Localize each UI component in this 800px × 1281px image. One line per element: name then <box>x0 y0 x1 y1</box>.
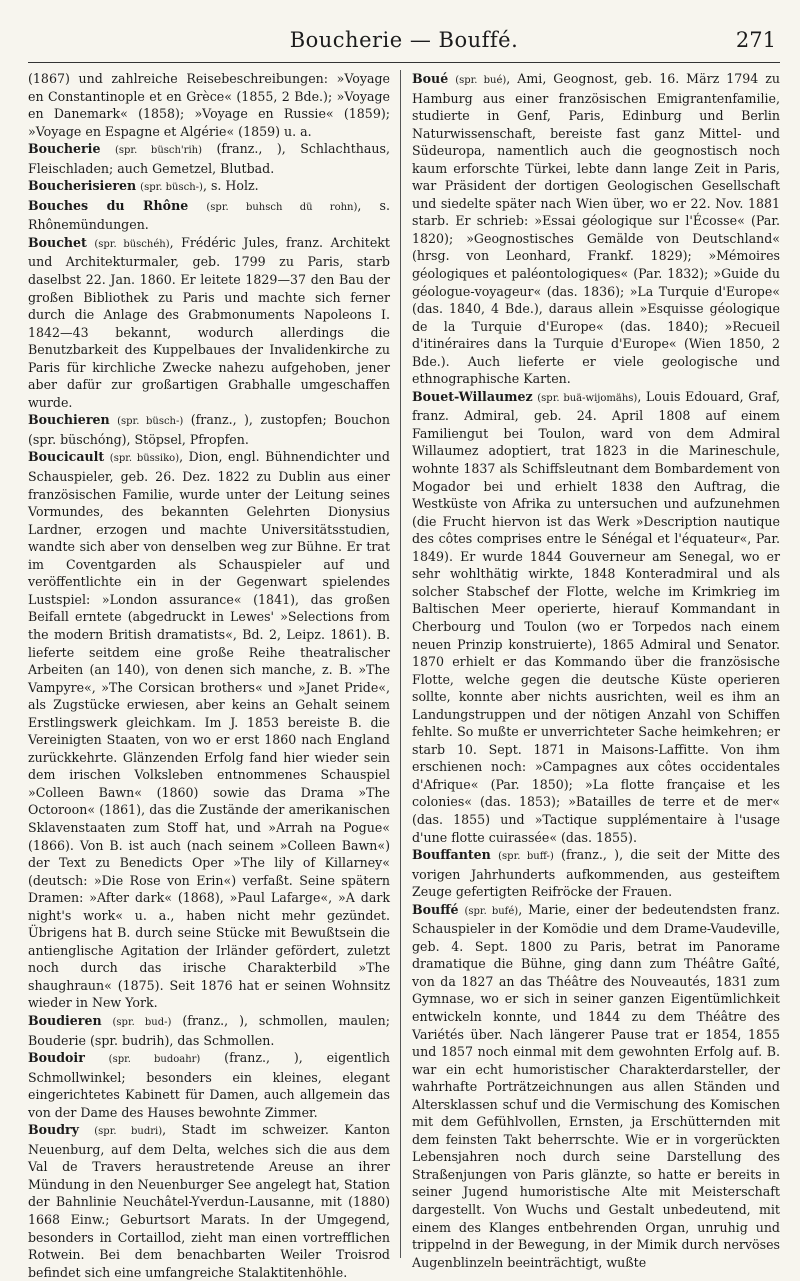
entry <box>28 197 390 234</box>
entry <box>28 448 390 1012</box>
entry <box>28 1012 390 1049</box>
entry-headword: Bouchieren <box>28 412 110 428</box>
entry-headword: Bouet-Willaumez <box>412 388 533 404</box>
entry-text: (franz., ), die seit der Mitte des vorigen Jahrhunderts aufkommenden, aus gesteiftem Zeuge gefertigten Reifröcke der Frauen. <box>412 847 780 900</box>
entry <box>28 70 390 140</box>
entry-text: , Louis Edouard, Graf, franz. Admiral, geb. 24. April 1808 auf einem Familiengut bei Toulon, ward von dem Admiral Willaumez adoptiert, trat 1823 in die Marineschule, wohnte 1837 als Schiffsleutnant dem Bombardement von Mogador bei und erhielt 1838 den Auftrag, die Westküste von Afrika zu untersuchen und aufzunehmen (die Frucht hiervon ist das Werk »Description nautique des côtes comprises entre le Sénégal et l'équateur«, Par. 1849). Er wurde 1844 Gouverneur am Senegal, wo er sehr wohlthätig wirkte, 1848 Konteradmiral und als solcher Stabschef der Flotte, welche im Krimkrieg im Baltischen Meer operierte, hierauf Kommandant in Cherbourg und Toulon (wo er Torpedos nach einem neuen Prinzip konstruierte), 1865 Admiral und Senator. 1870 erhielt er das Kommando über die französische Flotte, welche gegen die deutsche Küste operieren sollte, konnte aber nichts ausrichten, weil es ihm an Landungstruppen und der nötigen Anzahl von Schiffen fehlte. So mußte er unverrichteter Sache heimkehren; er starb 10. Sept. 1871 in Maisons-Laffitte. Von ihm erschienen noch: »Campagnes aux côtes occidentales d'Afrique« (Par. 1850); »La flotte française et les colonies« (das. 1853); »Batailles de terre et de mer« (das. 1855) und »Tactique supplémentaire à l'usage d'une flotte cuirassée« (das. 1855). <box>412 388 781 845</box>
entry-headword: Bouchet <box>28 234 87 250</box>
entry-headword: Bouches du Rhône <box>28 197 189 213</box>
entry <box>412 901 780 1271</box>
entry-headword: Boucicault <box>28 449 105 465</box>
entry <box>28 1121 390 1281</box>
entry <box>28 177 390 197</box>
right-column <box>412 70 780 1270</box>
entry-pronunciation: ( spr. büschéh ) <box>94 239 169 250</box>
page-number: 271 <box>735 28 776 52</box>
entry <box>412 70 780 388</box>
entry-pronunciation: ( spr. bué ) <box>455 75 506 86</box>
entry-pronunciation: ( spr. budoahr ) <box>109 1054 201 1065</box>
entry-pronunciation: ( spr. büsch- ) <box>140 182 203 193</box>
entry-headword: Boué <box>412 71 449 86</box>
entry-headword: Boucherisieren <box>28 178 137 194</box>
entry-pronunciation: ( spr. buä-wijomähs ) <box>537 393 637 404</box>
entry-headword: Boucherie <box>28 141 101 157</box>
entry-text: (franz., ), zustopfen; Bouchon (spr. büschóng), Stöpsel, Pfropfen. <box>28 412 390 447</box>
entry-headword: Boudry <box>28 1122 79 1138</box>
running-head: Boucherie — Bouffé. <box>289 28 519 52</box>
entry-text: , s. Rhônemündungen. <box>28 197 390 233</box>
entry <box>412 388 780 846</box>
page-header <box>28 22 780 63</box>
entry-text: , Frédéric Jules, franz. Architekt und Architekturmaler, geb. 1799 zu Paris, starb daselbst 22. Jan. 1860. Er leitete 1829—37 den Bau der großen Bibliothek zu Paris und machte sich ferner durch die Anlage des Grabmonuments Napoleons I. 1842—43 bekannt, wodurch allerdings die Benutzbarkeit des Kuppelbaues der Invalidenkirche zu Paris für kirchliche Zwecke nahezu aufgehoben, jener aber dafür zur großartigen Grabhalle umgeschaffen wurde. <box>28 234 390 410</box>
entry-pronunciation: ( spr. budri ) <box>94 1126 162 1137</box>
entry <box>28 234 390 411</box>
entry-headword: Bouffanten <box>412 847 491 863</box>
entry <box>412 846 780 901</box>
entry-pronunciation: ( spr. büsch'rih ) <box>115 145 202 156</box>
left-column <box>28 70 390 1280</box>
column-divider <box>400 70 401 1258</box>
entry-text: , s. Holz. <box>202 178 259 194</box>
entry-pronunciation: ( spr. büssiko ) <box>110 453 179 464</box>
entry-pronunciation: ( spr. bufé ) <box>464 906 518 917</box>
entry-text: (franz., ), Schlachthaus, Fleischladen; auch Gemetzel, Blutbad. <box>28 141 390 176</box>
entry-headword: Boudieren <box>28 1012 102 1028</box>
entry-text: , Ami, Geognost, geb. 16. März 1794 zu Hamburg aus einer französischen Emigrantenfamilie, studierte in Genf, Paris, Edinburg und Berlin Naturwissenschaft, bereiste fast ganz Mittel- und Südeuropa, namentlich auch die geognostisch noch kaum erforschte Türkei, lebte dann lange Zeit in Paris, war Präsident der dortigen Geologischen Gesellschaft und siedelte später nach Wien über, wo er 22. Nov. 1881 starb. Er schrieb: »Essai géologique sur l'Écosse« (Par. 1820); »Geognostisches Gemälde von Deutschland« (hrsg. von Leonhard, Frankf. 1829); »Mémoires géologiques et paléontologiques« (Par. 1832); »Guide du géologue-voyageur« (das. 1836); »La Turquie d'Europe« (das. 1840, 4 Bde.), daraus allein »Esquisse géologique de la Turquie d'Europe« (das. 1840); »Recueil d'itinéraires dans la Turquie d'Europe« (Wien 1850, 2 Bde.). Auch lieferte er viele geologische und ethnographische Karten. <box>412 71 780 387</box>
entry-text: (1867) und zahlreiche Reisebeschreibungen: »Voyage en Constantinople et en Grèce« (1855, 2 Bde.); »Voyage en Danemark« (1858); »Voyage en Russie« (1859); »Voyage en Espagne et Algérie« (1859) u. a. <box>28 71 390 139</box>
entry <box>28 1049 390 1121</box>
entry-headword: Boudoir <box>28 1050 85 1066</box>
entry-pronunciation: ( spr. bud- ) <box>113 1017 172 1028</box>
entry-text: , Marie, einer der bedeutendsten franz. Schauspieler in der Komödie und dem Drame-Vaudeville, geb. 4. Sept. 1800 zu Paris, betrat im Panorame dramatique die Bühne, ging dann zum Théâtre Gaîté, von da 1827 an das Théâtre des Nouveautés, 1831 zum Gymnase, wo er sich in seiner ganzen Eigentümlichkeit entwickeln konnte, und 1844 zu dem Théâtre des Variétés über. Nach längerer Pause trat er 1854, 1855 und 1857 noch einmal mit dem gewohnten Erfolg auf. B. war ein echt humoristischer Charakterdarsteller, der wahrhafte Porträtzeichnungen aus allen Ständen und Altersklassen schuf und die Vermischung des Komischen mit dem Gefühlvollen, Ernsten, ja Erschütternden mit dem feinsten Takt beherrschte. Wie er in vorgerückten Lebensjahren noch durch seine Darstellung des Straßenjungen von Paris glänzte, so hatte er bereits in seiner Jugend humoristische Alte mit Meisterschaft dargestellt. Von Wuchs und Gestalt unbedeutend, mit einem des Klanges entbehrenden Organ, unruhig und trippelnd in der Bewegung, in der Mimik durch nervöses Augenblinzeln beeinträchtigt, wußte <box>412 901 780 1270</box>
entry-text: , Dion, engl. Bühnendichter und Schauspieler, geb. 26. Dez. 1822 zu Dublin aus einer französischen Familie, wurde unter der Leitung seines Vormundes, des bekannten Gelehrten Dionysius Lardner, erzogen und machte Universitätsstudien, wandte sich aber von denselben weg zur Bühne. Er trat im Coventgarden als Schauspieler auf und veröffentlichte ein in der Gegenwart spielendes Lustspiel: »London assurance« (1841), das großen Beifall erntete (abgedruckt in Lewes' »Selections from the modern British dramatists«, Bd. 2, Leipz. 1861). B. lieferte seitdem eine große Reihe theatralischer Arbeiten (an 140), von denen sich manche, z. B. »The Vampyre«, »The Corsican brothers« und »Janet Pride«, als Zugstücke erwiesen, aber keins an Gehalt seinem Erstlingswerk gleichkam. Im J. 1853 bereiste B. die Vereinigten Staaten, von wo er erst 1860 nach England zurückkehrte. Glänzenden Erfolg fand hier wieder sein dem irischen Volksleben entnommenes Schauspiel »Colleen Bawn« (1860) sowie das Drama »The Octoroon« (1861), das die Zustände der amerikanischen Sklavenstaaten zum Stoff hat, und »Arrah na Pogue« (1866). Von B. ist auch (nach seinem »Colleen Bawn«) der Text zu Benedicts Oper »The lily of Killarney« (deutsch: »Die Rose von Erin«) verfaßt. Seine spätern Dramen: »After dark« (1868), »Paul Lafarge«, »A dark night's work« u. a., haben nicht mehr gezündet. Übrigens hat B. durch seine Stücke mit Bewußtsein die antienglische Agitation der Irländer gefördert, zuletzt noch durch das irische Charakterbild »The shaughraun« (1875). Seit 1876 hat er seinen Wohnsitz wieder in New York. <box>28 449 390 1011</box>
entry <box>28 411 390 448</box>
entry-pronunciation: ( spr. büsch- ) <box>117 416 183 427</box>
entry <box>28 140 390 177</box>
entry-text: (franz., ), schmollen, maulen; Bouderie (spr. budrih), das Schmollen. <box>28 1012 390 1048</box>
entry-headword: Bouffé <box>412 901 459 917</box>
entry-text: , Stadt im schweizer. Kanton Neuenburg, auf dem Delta, welches sich die aus dem Val de Travers heraustretende Areuse an ihrer Mündung in den Neuenburger See angelegt hat, Station der Bahnlinie Neuchâtel-Yverdun-Lausanne, mit (1880) 1668 Einw.; Geburtsort Marats. In der Umgegend, besonders in Cortaillod, zieht man einen vortrefflichen Rotwein. Bei dem benachbarten Weiler Troisrod befindet sich eine umfangreiche Stalaktitenhöhle. <box>28 1122 390 1280</box>
entry-text: (franz., ), eigentlich Schmollwinkel; besonders ein kleines, elegant eingerichtetes Kabinett für Damen, auch allgemein das von der Dame des Hauses bewohnte Zimmer. <box>28 1050 390 1120</box>
entry-pronunciation: ( spr. buff- ) <box>498 851 554 862</box>
entry-pronunciation: ( spr. buhsch dü rohn ) <box>206 202 357 213</box>
